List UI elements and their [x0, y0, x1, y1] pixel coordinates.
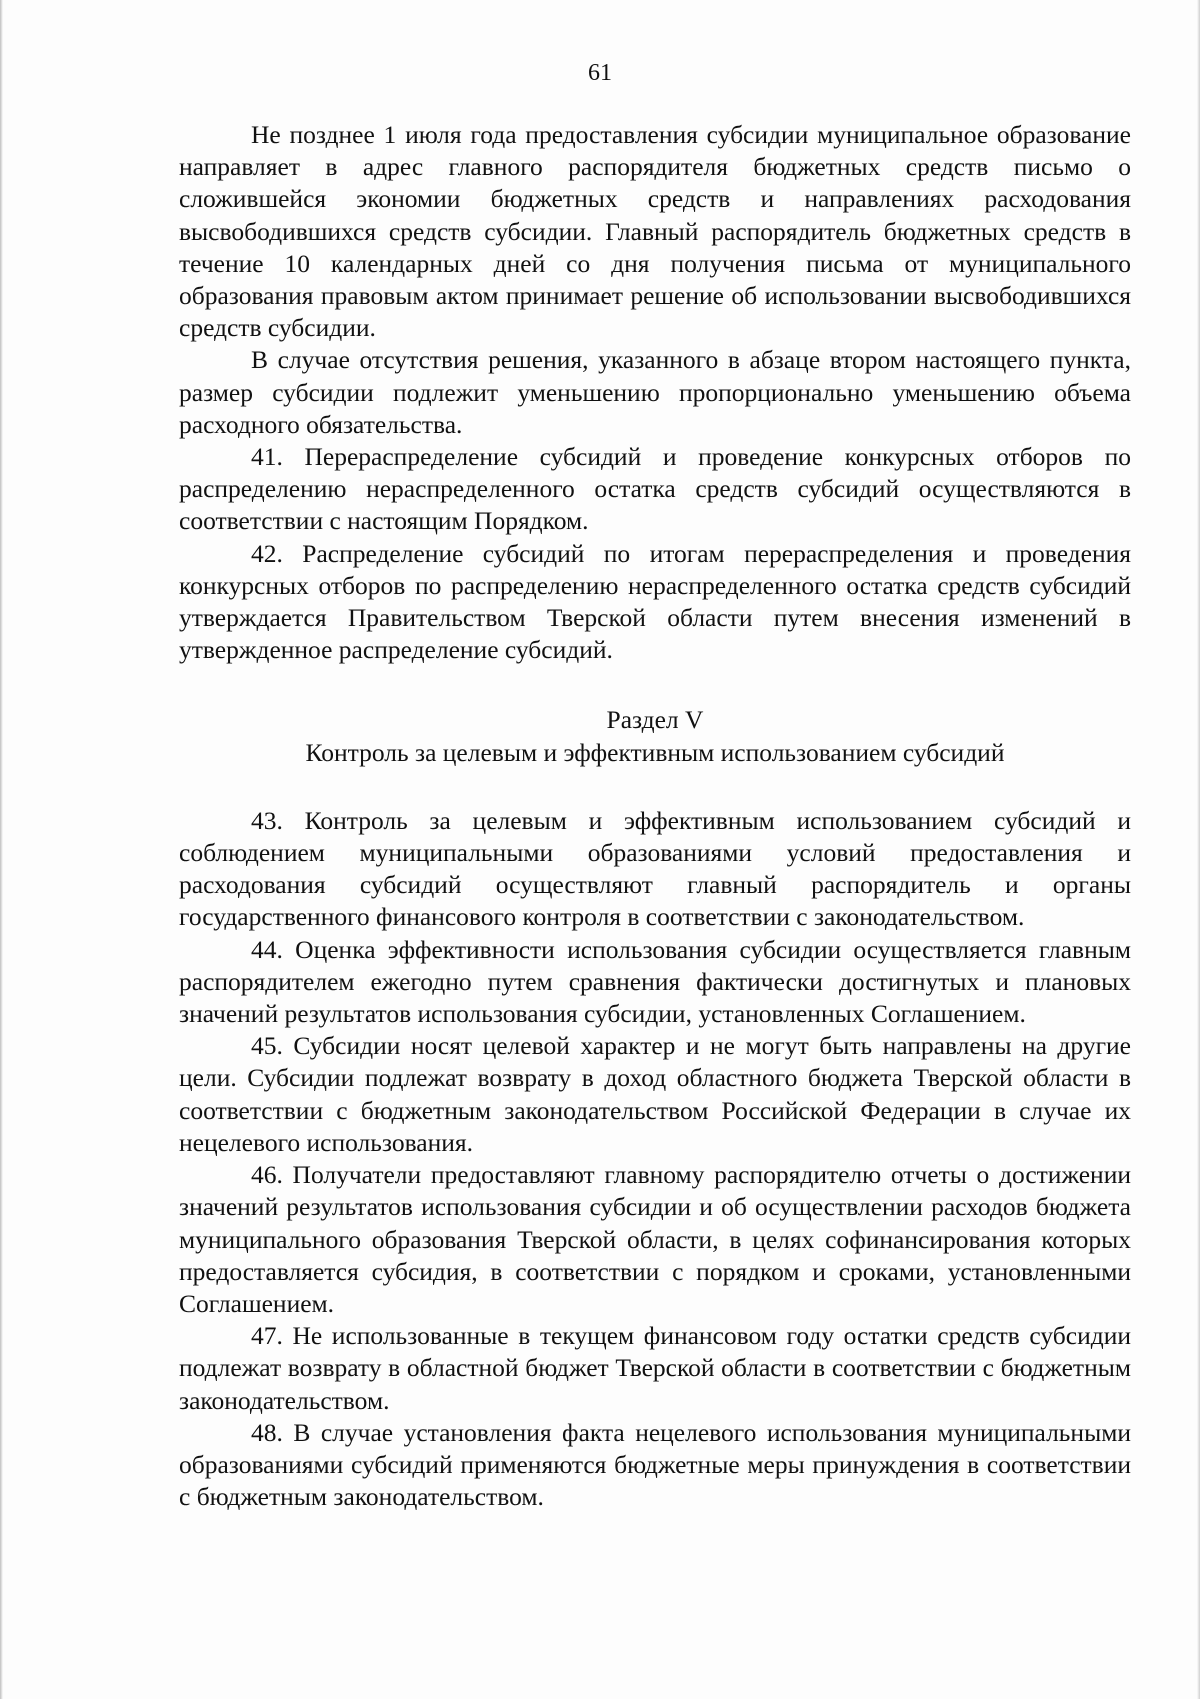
- page-number: 61: [588, 60, 612, 86]
- paragraph-43: 43. Контроль за целевым и эффективным использованием субсидий и соблюдением муниципальными образованиями условий предоставления и расходования субсидий осуществляют главный распорядитель и органы государственного финансового контроля в соответствии с законодательством.: [179, 805, 1131, 932]
- section-label: Раздел V: [606, 705, 704, 735]
- section-title: Контроль за целевым и эффективным использованием субсидий: [305, 737, 1005, 767]
- paragraph-41: 41. Перераспределение субсидий и проведение конкурсных отборов по распределению нераспределенного остатка средств субсидий осуществляются в соответствии с настоящим Порядком.: [179, 442, 1131, 536]
- paragraph-45: 45. Субсидии носят целевой характер и не могут быть направлены на другие цели. Субсидии подлежат возврату в доход областного бюджета Тверской области в соответствии с бюджетным законодательством Российской Федерации в случае их нецелевого использования.: [179, 1031, 1131, 1157]
- document-body: [179, 119, 1131, 1513]
- section-heading: [179, 704, 1131, 768]
- paragraph-savings-letter: Не позднее 1 июля года предоставления субсидии муниципальное образование направляет в адрес главного распорядителя бюджетных средств письмо о сложившейся экономии бюджетных средств и направлениях расходования высвободившихся средств субсидии. Главный распорядитель бюджетных средств в течение 10 календарных дней со дня получения письма от муниципального образования правовым актом принимает решение об использовании высвободившихся средств субсидии.: [179, 120, 1131, 343]
- paragraph-48: 48. В случае установления факта нецелевого использования муниципальными образованиями субсидий применяются бюджетные меры принуждения в соответствии с бюджетным законодательством.: [179, 1417, 1131, 1512]
- paragraph-47: 47. Не использованные в текущем финансовом году остатки средств субсидии подлежат возврату в областной бюджет Тверской области в соответствии с бюджетным законодательством.: [179, 1321, 1131, 1415]
- paragraph-no-decision: В случае отсутствия решения, указанного в абзаце втором настоящего пункта, размер субсидии подлежит уменьшению пропорционально уменьшению объема расходного обязательства.: [179, 345, 1131, 439]
- paragraph-46: 46. Получатели предоставляют главному распорядителю отчеты о достижении значений результатов использования субсидии и об осуществлении расходов бюджета муниципального образования Тверской области, в целях софинансирования которых предоставляется субсидия, в соответствии с порядком и сроками, установленными Соглашением.: [179, 1160, 1131, 1318]
- scan-edge-left: [0, 0, 3, 1699]
- paragraph-42: 42. Распределение субсидий по итогам перераспределения и проведения конкурсных отборов по распределению нераспределенного остатка средств субсидий утверждается Правительством Тверской области путем внесения изменений в утвержденное распределение субсидий.: [179, 538, 1131, 665]
- paragraph-44: 44. Оценка эффективности использования субсидии осуществляется главным распорядителем ежегодно путем сравнения фактически достигнутых и плановых значений результатов использования субсидии, установленных Соглашением.: [179, 934, 1131, 1029]
